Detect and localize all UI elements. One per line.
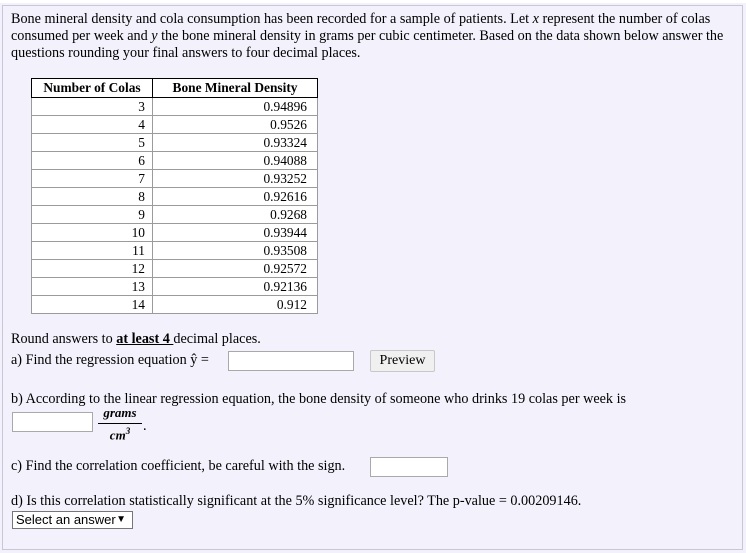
correlation-input[interactable]: [370, 457, 448, 477]
cola-count-cell: 13: [32, 278, 153, 296]
bone-density-cell: 0.912: [153, 296, 318, 314]
cola-count-cell: 11: [32, 242, 153, 260]
cola-count-cell: 14: [32, 296, 153, 314]
bone-density-cell: 0.92136: [153, 278, 318, 296]
table-row: [32, 260, 318, 278]
preview-button[interactable]: Preview: [370, 350, 435, 372]
header-number-of-colas: Number of Colas: [32, 79, 153, 98]
table-row: [32, 206, 318, 224]
table-row: [32, 278, 318, 296]
cola-count-cell: 4: [32, 116, 153, 134]
cola-count-cell: 8: [32, 188, 153, 206]
cola-count-cell: 7: [32, 170, 153, 188]
bone-density-cell: 0.93252: [153, 170, 318, 188]
bone-density-cell: 0.9526: [153, 116, 318, 134]
part-c-text: c) Find the correlation coefficient, be careful with the sign.: [11, 458, 346, 474]
part-d-text: d) Is this correlation statistically significant at the 5% significance level? The p-value = 0.00209146.: [11, 493, 582, 509]
table-row: [32, 152, 318, 170]
cola-count-cell: 6: [32, 152, 153, 170]
part-b-text: b) According to the linear regression equation, the bone density of someone who drinks 19 colas per week is: [11, 391, 627, 407]
table-row: [32, 224, 318, 242]
bone-density-cell: 0.93324: [153, 134, 318, 152]
bone-density-cell: 0.94088: [153, 152, 318, 170]
cola-count-cell: 10: [32, 224, 153, 242]
significance-select[interactable]: Select an answer ▼: [12, 511, 133, 529]
bone-density-cell: 0.92572: [153, 260, 318, 278]
table-row: [32, 296, 318, 314]
part-a-label: a) Find the regression equation ŷ =: [11, 352, 209, 368]
question-intro: Bone mineral density and cola consumption has been recorded for a sample of patients. Let x represent the number of colas consumed per week and y the bone mineral density in grams per cubic centimeter. Based on the data shown below answer the questions rounding your final answers to four decimal places.: [11, 11, 724, 61]
period: .: [143, 418, 147, 434]
table-row: [32, 134, 318, 152]
fraction-bar: [98, 423, 142, 424]
table-row: [32, 98, 318, 116]
regression-equation-input[interactable]: [228, 351, 354, 371]
chevron-down-icon: ▼: [116, 514, 126, 525]
cola-count-cell: 5: [32, 134, 153, 152]
table-row: [32, 242, 318, 260]
bone-density-cell: 0.92616: [153, 188, 318, 206]
bone-density-cell: 0.93944: [153, 224, 318, 242]
bone-density-input[interactable]: [12, 412, 93, 432]
table-row: [32, 188, 318, 206]
top-border: [0, 0, 746, 3]
table-row: [32, 170, 318, 188]
cola-count-cell: 9: [32, 206, 153, 224]
cola-count-cell: 3: [32, 98, 153, 116]
data-table: [31, 78, 318, 314]
round-note: Round answers to at least 4 decimal places.: [11, 331, 261, 347]
bone-density-cell: 0.94896: [153, 98, 318, 116]
unit-numerator: grams: [103, 405, 137, 420]
bone-density-cell: 0.9268: [153, 206, 318, 224]
header-bone-mineral-density: Bone Mineral Density: [153, 79, 318, 98]
bone-density-cell: 0.93508: [153, 242, 318, 260]
table-row: [32, 116, 318, 134]
unit-denominator: $cm^3$: [109, 426, 131, 443]
cola-count-cell: 12: [32, 260, 153, 278]
